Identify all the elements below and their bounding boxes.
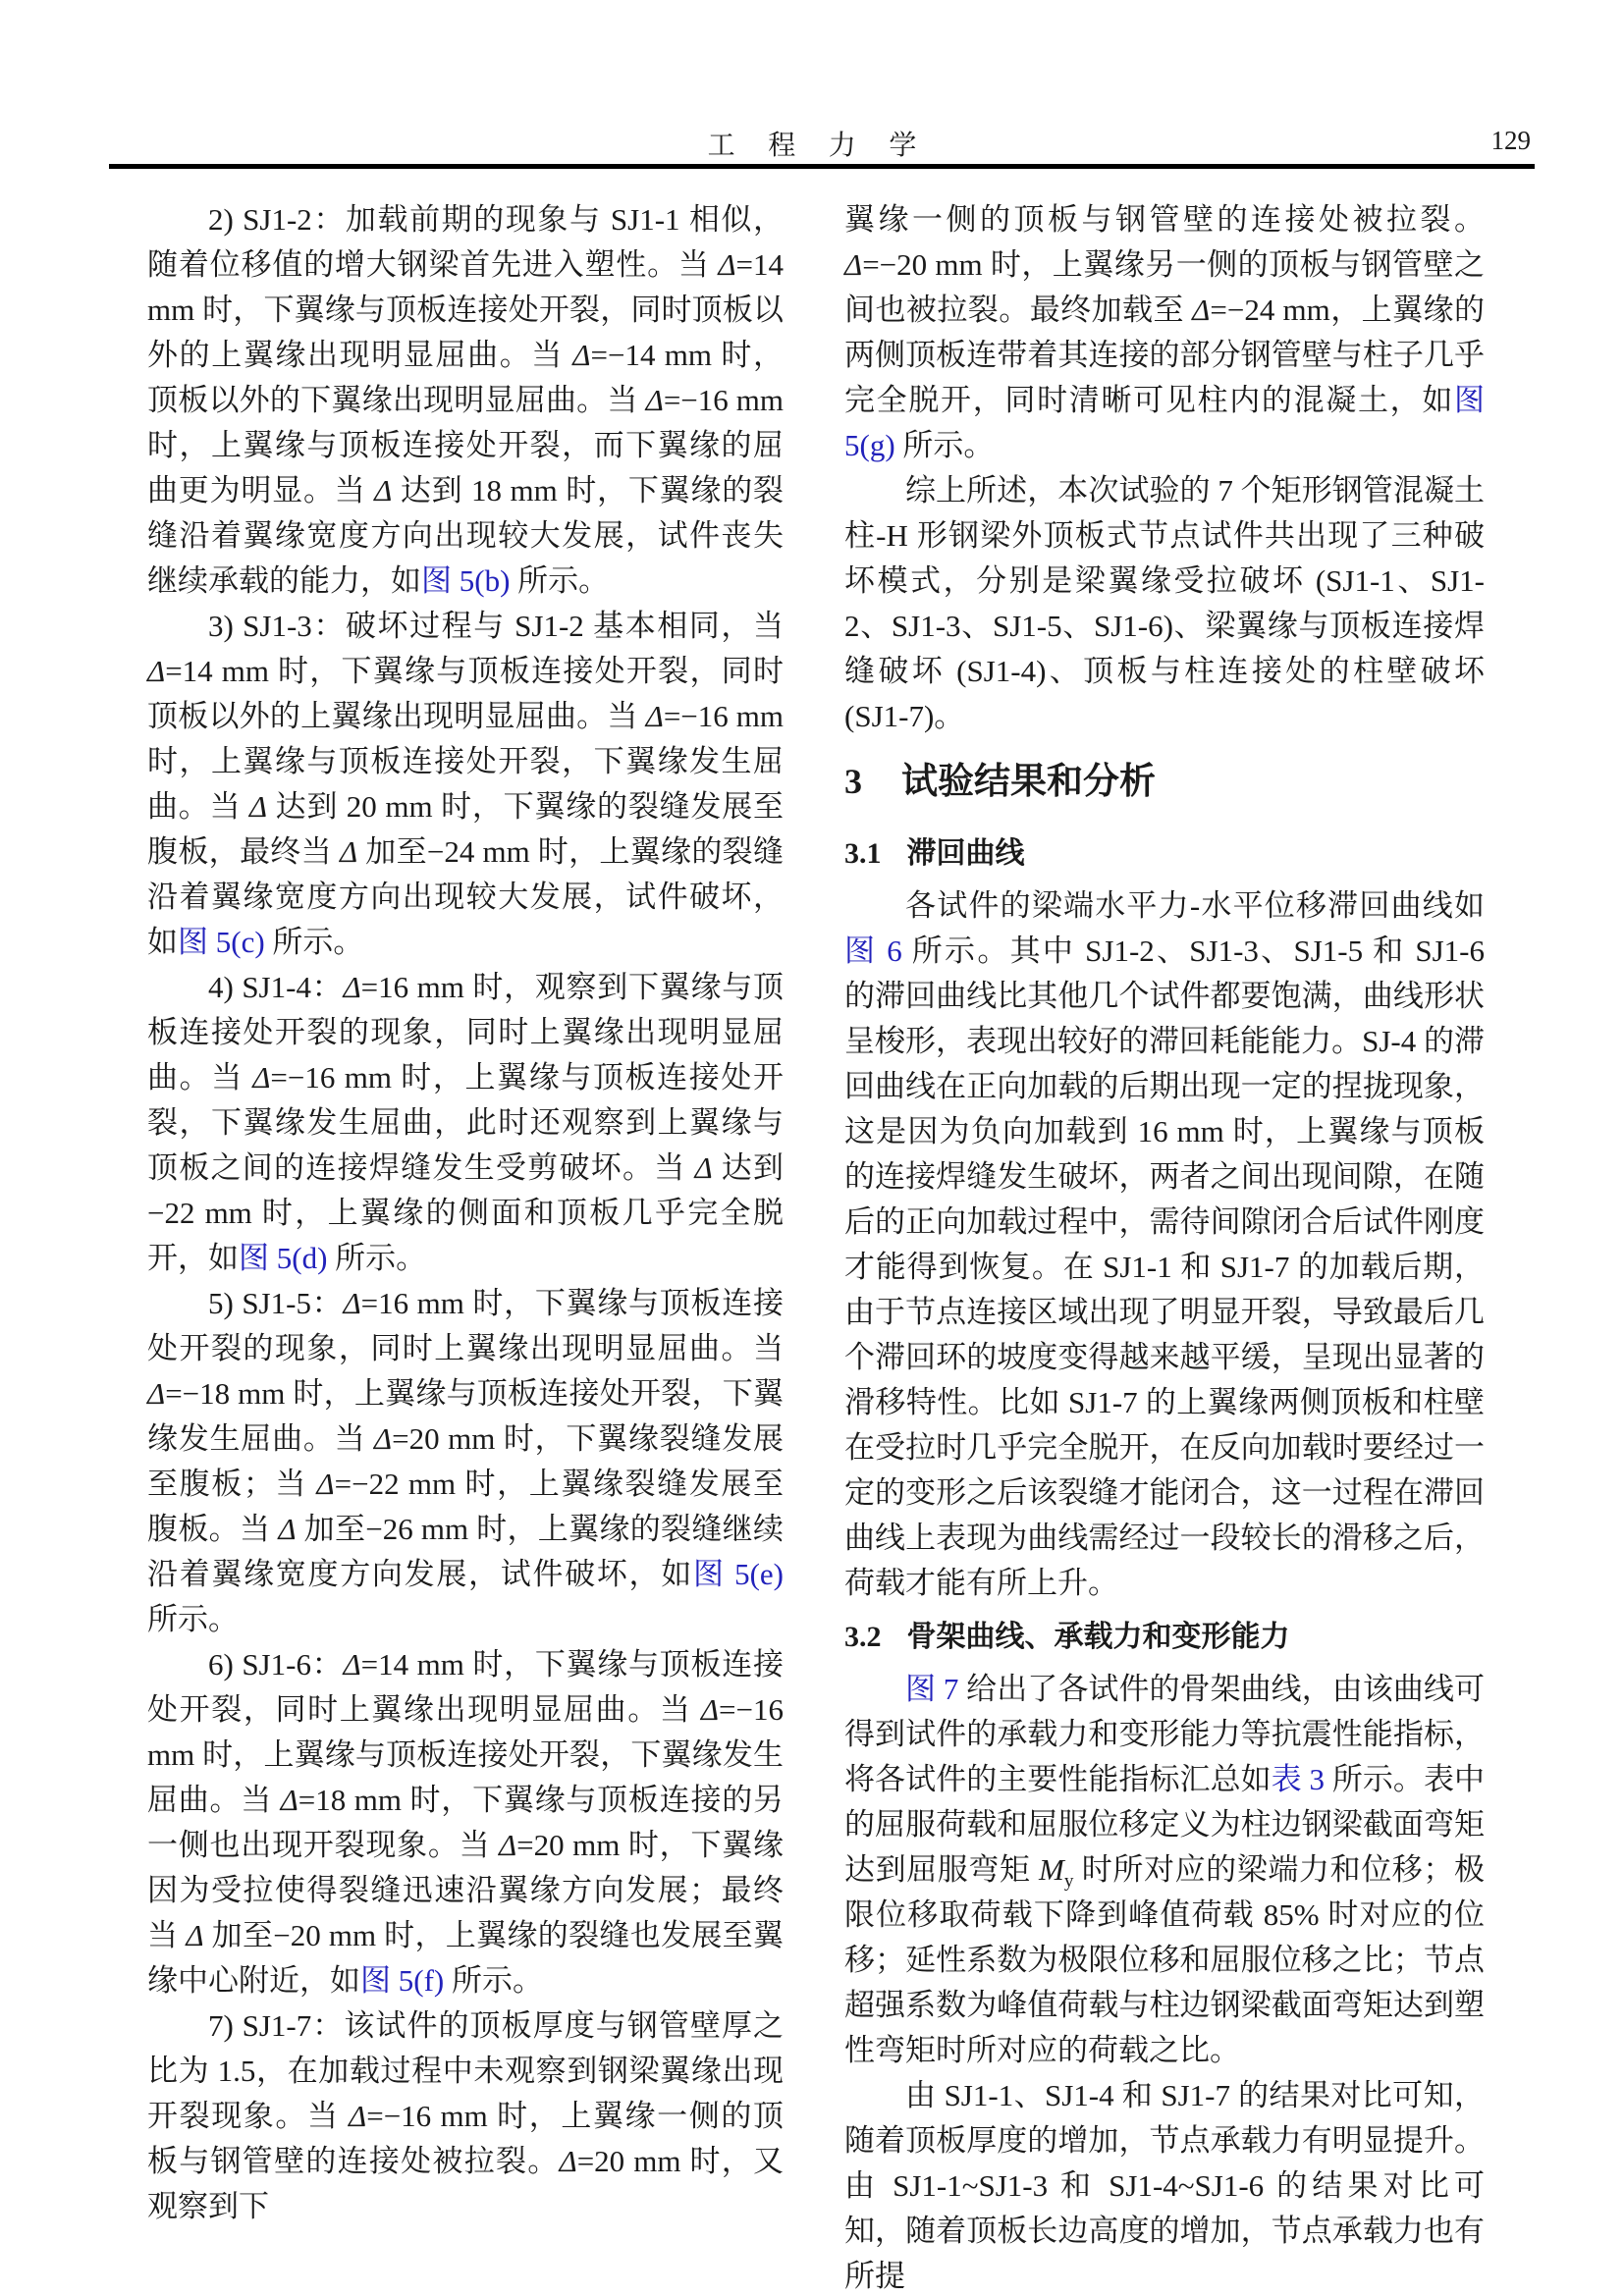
math-variable: Δ: [844, 247, 863, 282]
math-variable: Δ: [498, 1828, 517, 1862]
section-heading: [844, 830, 1485, 878]
math-variable: Δ: [374, 473, 393, 507]
cross-reference-link[interactable]: 图 5(f): [360, 1963, 445, 1998]
math-variable: Δ: [645, 383, 664, 417]
text-run: 7) SJ1-7：该试件的顶板厚度与钢管壁厚之比为 1.5，在加载过程中未观察到钢梁翼缘出现开裂现象。当: [147, 2008, 784, 2133]
right-text-column: [844, 197, 1485, 2296]
text-run: 达到−22 mm 时，上翼缘的侧面和顶板几乎完全脱开，如: [147, 1150, 784, 1275]
text-run: =−16 mm 时，上翼缘与顶板连接处开裂，下翼缘发生屈曲，此时还观察到上翼缘与顶板之间的连接焊缝发生受剪破坏。当: [147, 1060, 784, 1185]
text-run: 翼缘一侧的顶板与钢管壁的连接处被拉裂。: [844, 202, 1485, 237]
math-variable: Δ: [278, 1512, 297, 1546]
section-title: 试验结果和分析: [901, 761, 1156, 801]
text-run: =14 mm 时，下翼缘与顶板连接处开裂，同时顶板以外的上翼缘出现明显屈曲。当: [147, 654, 784, 733]
text-run: =−24 mm，上翼缘的两侧顶板连带着其连接的部分钢管壁与柱子几乎完全脱开，同时清晰可见柱内的混凝土，如: [844, 293, 1485, 417]
text-run: 所示。: [147, 1602, 239, 1636]
text-run: =−16 mm 时，上翼缘一侧的顶板与钢管壁的连接处被拉裂。: [147, 2099, 784, 2178]
text-run: 所示。其中 SJ1-2、SJ1-3、SJ1-5 和 SJ1-6 的滞回曲线比其他几个试件都要饱满，曲线形状呈梭形，表现出较好的滞回耗能能力。SJ-4 的滞回曲线在正向加载的后期出现一定的捏拢现象，这是因为负向加载到 16 mm 时，上翼缘与顶板的连接焊缝发生破坏，两者之间出现间隙，在随后的正向加载过程中，需待间隙闭合后试件刚度才能得到恢复。在 SJ1-1 和 SJ1-7 的加载后期，由于节点连接区域出现了明显开裂，导致最后几个滞回环的坡度变得越来越平缓，呈现出显著的滑移特性。比如 SJ1-7 的上翼缘两侧顶板和柱壁在受拉时几乎完全脱开，在反向加载时要经过一定的变形之后该裂缝才能闭合，这一过程在滞回曲线上表现为曲线需经过一段较长的滑移之后，荷载才能有所上升。: [844, 934, 1485, 1600]
text-run: 给出了各试件的骨架曲线，由该曲线可得到试件的承载力和变形能力等抗震性能指标，将各试件的主要性能指标汇总如: [844, 1672, 1486, 1796]
text-run: =−20 mm 时，上翼缘另一侧的顶板与钢管壁之间也被拉裂。最终加载至: [844, 247, 1485, 327]
text-run: =−14 mm 时，顶板以外的下翼缘出现明显屈曲。当: [147, 338, 785, 417]
math-variable: Δ: [252, 1060, 271, 1095]
text-run: 所示。: [510, 563, 610, 598]
text-run: =−16 mm 时，上翼缘与顶板连接处开裂，下翼缘发生屈曲。当: [147, 699, 784, 824]
math-variable: Δ: [694, 1150, 713, 1185]
text-run: 由 SJ1-1、SJ1-4 和 SJ1-7 的结果对比可知，随着顶板厚度的增加，节点承载力有明显提升。由 SJ1-1~SJ1-3 和 SJ1-4~SJ1-6 的结果对比可知，随着顶板长边高度的增加，节点承载力也有所提: [844, 2078, 1485, 2293]
math-variable: Δ: [700, 1692, 720, 1727]
text-run: 所示。表中的屈服荷载和屈服位移定义为柱边钢梁截面弯矩达到屈服弯矩: [844, 1762, 1486, 1887]
text-run: =16 mm 时，观察到下翼缘与顶板连接处开裂的现象，同时上翼缘出现明显屈曲。当: [147, 970, 784, 1095]
math-variable: Δ: [340, 834, 358, 869]
cross-reference-link[interactable]: 表 3: [1271, 1762, 1326, 1796]
math-variable: Δ: [343, 970, 361, 1004]
page-number: 129: [1490, 126, 1531, 155]
text-run: 各试件的梁端水平力-水平位移滞回曲线如: [905, 888, 1485, 923]
text-run: 加至−24 mm 时，上翼缘的裂缝沿着翼缘宽度方向出现较大发展，试件破坏，如: [147, 834, 784, 959]
journal-title: 工 程 力 学: [707, 131, 917, 161]
cross-reference-link[interactable]: 图 5(g): [844, 383, 1485, 462]
math-variable: Δ: [645, 699, 664, 733]
text-run: =−22 mm 时，上翼缘裂缝发展至腹板。当: [147, 1467, 784, 1546]
cross-reference-link[interactable]: 图 5(e): [692, 1557, 784, 1591]
paragraph: [147, 965, 784, 1281]
paragraph: [147, 604, 784, 965]
math-variable: Δ: [343, 1647, 361, 1682]
math-variable: Δ: [186, 1918, 204, 1952]
math-variable: M: [1038, 1852, 1064, 1887]
section-number: 3: [844, 762, 862, 801]
math-variable: Δ: [1192, 293, 1211, 327]
text-run: =−16 mm 时，上翼缘与顶板连接处开裂，下翼缘发生屈曲。当: [147, 1692, 784, 1817]
left-text-column: [147, 197, 784, 2229]
cross-reference-link[interactable]: 图 5(d): [239, 1241, 328, 1275]
text-run: 5) SJ1-5：: [208, 1286, 344, 1320]
section-number: 3.2: [844, 1621, 882, 1653]
text-run: 加至−20 mm 时，上翼缘的裂缝也发展至翼缘中心附近，如: [147, 1918, 784, 1998]
text-run: =16 mm 时，下翼缘与顶板连接处开裂的现象，同时上翼缘出现明显屈曲。当: [147, 1286, 784, 1365]
math-subscript: y: [1063, 1871, 1074, 1893]
text-run: =18 mm 时，下翼缘与顶板连接的另一侧也出现开裂现象。当: [147, 1783, 784, 1862]
cross-reference-link[interactable]: 图 7: [905, 1672, 959, 1706]
math-variable: Δ: [147, 654, 166, 688]
paragraph: [844, 468, 1485, 739]
math-variable: Δ: [343, 1286, 361, 1320]
text-run: 综上所述，本次试验的 7 个矩形钢管混凝土柱-H 形钢梁外顶板式节点试件共出现了三种破坏模式，分别是梁翼缘受拉破坏 (SJ1-1、SJ1-2、SJ1-3、SJ1-5、SJ1-6)、梁翼缘与顶板连接焊缝破坏 (SJ1-4)、顶板与柱连接处的柱壁破坏 (SJ1-7)。: [844, 473, 1485, 733]
math-variable: Δ: [248, 789, 268, 824]
math-variable: Δ: [718, 247, 736, 282]
paragraph: [844, 883, 1485, 1606]
text-run: =14 mm 时，下翼缘与顶板连接处开裂，同时顶板以外的上翼缘出现明显屈曲。当: [147, 247, 784, 372]
text-run: 达到 20 mm 时，下翼缘的裂缝发展至腹板，最终当: [147, 789, 784, 869]
text-run: =20 mm 时，又观察到下: [147, 2144, 784, 2223]
paragraph: [147, 1642, 784, 2003]
paragraph: [147, 2003, 784, 2229]
math-variable: Δ: [572, 338, 591, 372]
text-run: 所示。: [894, 428, 995, 462]
math-variable: Δ: [559, 2144, 577, 2178]
text-run: 所示。: [327, 1241, 427, 1275]
text-run: =−18 mm 时，上翼缘与顶板连接处开裂，下翼缘发生屈曲。当: [147, 1376, 784, 1456]
paragraph: [147, 1281, 784, 1642]
text-run: =20 mm 时，下翼缘因为受拉使得裂缝迅速沿翼缘方向发展；最终当: [147, 1828, 784, 1952]
cross-reference-link[interactable]: 图 5(b): [421, 563, 511, 598]
section-heading: [844, 1614, 1485, 1661]
text-run: 4) SJ1-4：: [208, 970, 344, 1004]
cross-reference-link[interactable]: 图 6: [844, 934, 902, 968]
text-run: 加至−26 mm 时，上翼缘的裂缝继续沿着翼缘宽度方向发展，试件破坏，如: [147, 1512, 784, 1591]
math-variable: Δ: [349, 2099, 367, 2133]
text-run: =−16 mm 时，上翼缘与顶板连接处开裂，而下翼缘的屈曲更为明显。当: [147, 383, 784, 507]
math-variable: Δ: [147, 1376, 166, 1411]
cross-reference-link[interactable]: 图 5(c): [178, 925, 265, 959]
section-title: 滞回曲线: [906, 837, 1025, 870]
text-run: 达到 18 mm 时，下翼缘的裂缝沿着翼缘宽度方向出现较大发展，试件丧失继续承载的能力，如: [147, 473, 784, 598]
paragraph: [844, 2073, 1485, 2296]
math-variable: Δ: [280, 1783, 298, 1817]
section-heading: [844, 755, 1485, 809]
section-title: 骨架曲线、承载力和变形能力: [906, 1621, 1290, 1653]
section-number: 3.1: [844, 837, 882, 870]
text-run: 所示。: [264, 925, 364, 959]
text-run: 时所对应的梁端力和位移；极限位移取荷载下降到峰值荷载 85% 时对应的位移；延性系数为极限位移和屈服位移之比；节点超强系数为峰值荷载与柱边钢梁截面弯矩达到塑性弯矩时所对应的荷载之比。: [844, 1852, 1486, 2067]
text-run: 2) SJ1-2：加载前期的现象与 SJ1-1 相似，随着位移值的增大钢梁首先进入塑性。当: [147, 202, 784, 282]
text-run: 6) SJ1-6：: [208, 1647, 344, 1682]
text-run: 所示。: [444, 1963, 543, 1998]
header-rule: [109, 164, 1535, 169]
paragraph: [844, 1667, 1485, 2073]
text-run: =20 mm 时，下翼缘裂缝发展至腹板；当: [147, 1421, 784, 1501]
math-variable: Δ: [316, 1467, 335, 1501]
math-variable: Δ: [373, 1421, 393, 1456]
text-run: 3) SJ1-3：破坏过程与 SJ1-2 基本相同，当: [208, 609, 784, 643]
text-run: =14 mm 时，下翼缘与顶板连接处开裂，同时上翼缘出现明显屈曲。当: [147, 1647, 784, 1727]
paragraph: [844, 197, 1485, 468]
paragraph: [147, 197, 784, 604]
